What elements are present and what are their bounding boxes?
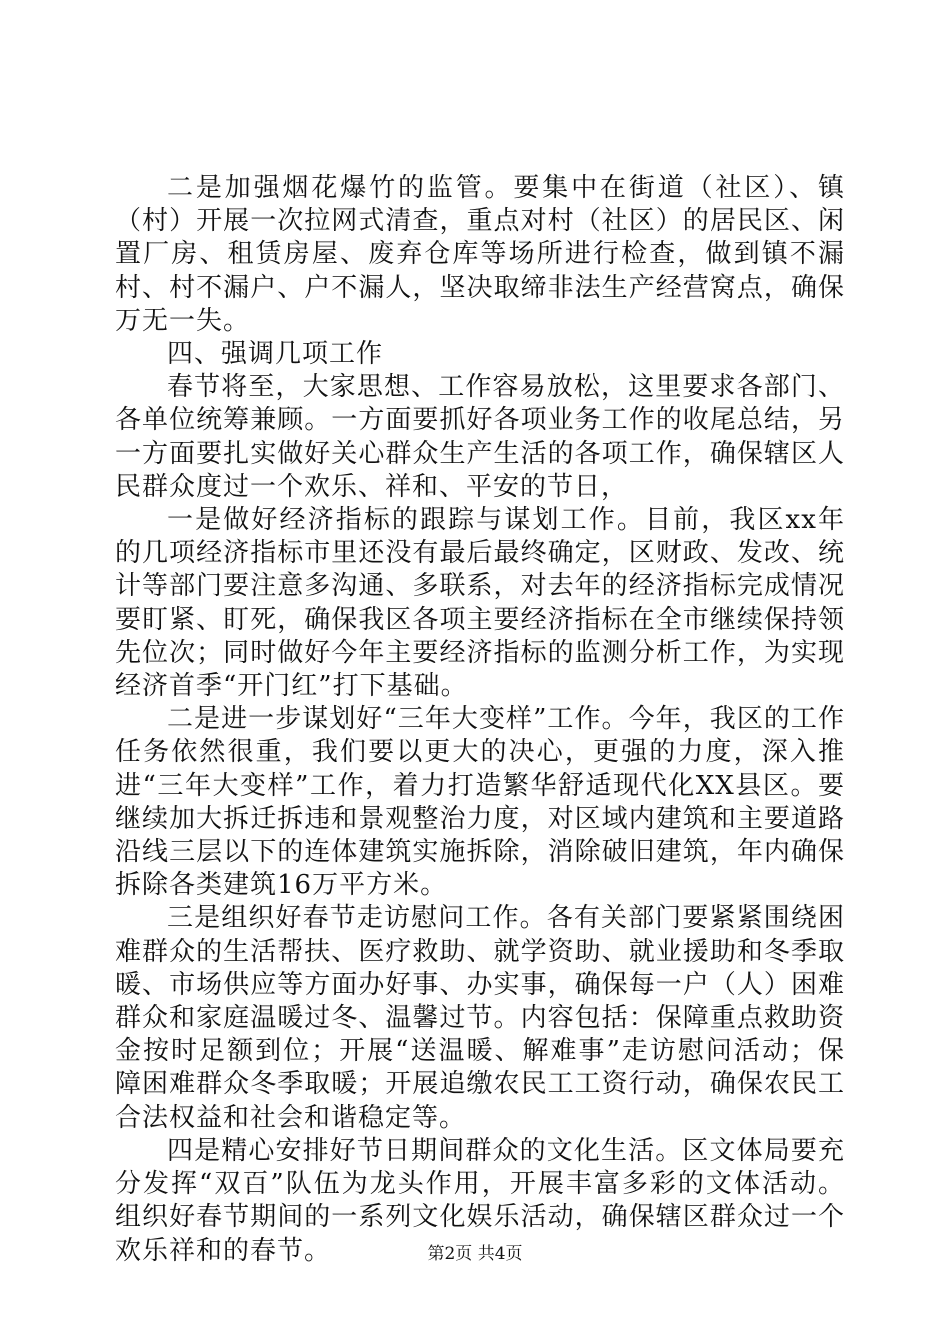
document-body — [115, 172, 845, 1268]
page-number-footer: 第2页 共4页 — [427, 1244, 523, 1264]
section-heading: 四、强调几项工作 — [167, 339, 384, 370]
paragraph-fireworks-supervision: 二是加强烟花爆竹的监管。要集中在街道（社区）、镇（村）开展一次拉网式清查，重点对村（社区）的居民区、闲置厂房、租赁房屋、废弃仓库等场所进行检查，做到镇不漏村、村不漏户、户不漏人，坚决取缔非法生产经营窝点，确保万无一失。 — [115, 173, 845, 336]
paragraph-festival-visits: 三是组织好春节走访慰问工作。各有关部门要紧紧围绕困难群众的生活帮扶、医疗救助、就学资助、就业援助和冬季取暖、市场供应等方面办好事、办实事，确保每一户（人）困难群众和家庭温暖过冬、温馨过节。内容包括：保障重点救助资金按时足额到位；开展“送温暖、解难事”走访慰问活动；保障困难群众冬季取暖；开展追缴农民工工资行动，确保农民工合法权益和社会和谐稳定等。 — [115, 903, 845, 1133]
paragraph-three-year-change: 二是进一步谋划好“三年大变样”工作。今年，我区的工作任务依然很重，我们要以更大的决心，更强的力度，深入推进“三年大变样”工作，着力打造繁华舒适现代化XX县区。要继续加大拆迁拆违和景观整治力度，对区域内建筑和主要道路沿线三层以下的连体建筑实施拆除，消除破旧建筑，年内确保拆除各类建筑16万平方米。 — [115, 704, 845, 901]
paragraph-cultural-life: 四是精心安排好节日期间群众的文化生活。区文体局要充分发挥“双百”队伍为龙头作用，开展丰富多彩的文体活动。组织好春节期间的一系列文化娱乐活动，确保辖区群众过一个欢乐祥和的春节。 — [115, 1135, 845, 1266]
paragraph-spring-festival-intro: 春节将至，大家思想、工作容易放松，这里要求各部门、各单位统筹兼顾。一方面要抓好各项业务工作的收尾总结，另一方面要扎实做好关心群众生产生活的各项工作，确保辖区人民群众度过一个欢乐、祥和、平安的节日， — [115, 372, 845, 502]
paragraph-economic-indicators: 一是做好经济指标的跟踪与谋划工作。目前，我区xx年的几项经济指标市里还没有最后最终确定，区财政、发改、统计等部门要注意多沟通、多联系，对去年的经济指标完成情况要盯紧、盯死，确保我区各项主要经济指标在全市继续保持领先位次；同时做好今年主要经济指标的监测分析工作，为实现经济首季“开门红”打下基础。 — [115, 505, 845, 702]
